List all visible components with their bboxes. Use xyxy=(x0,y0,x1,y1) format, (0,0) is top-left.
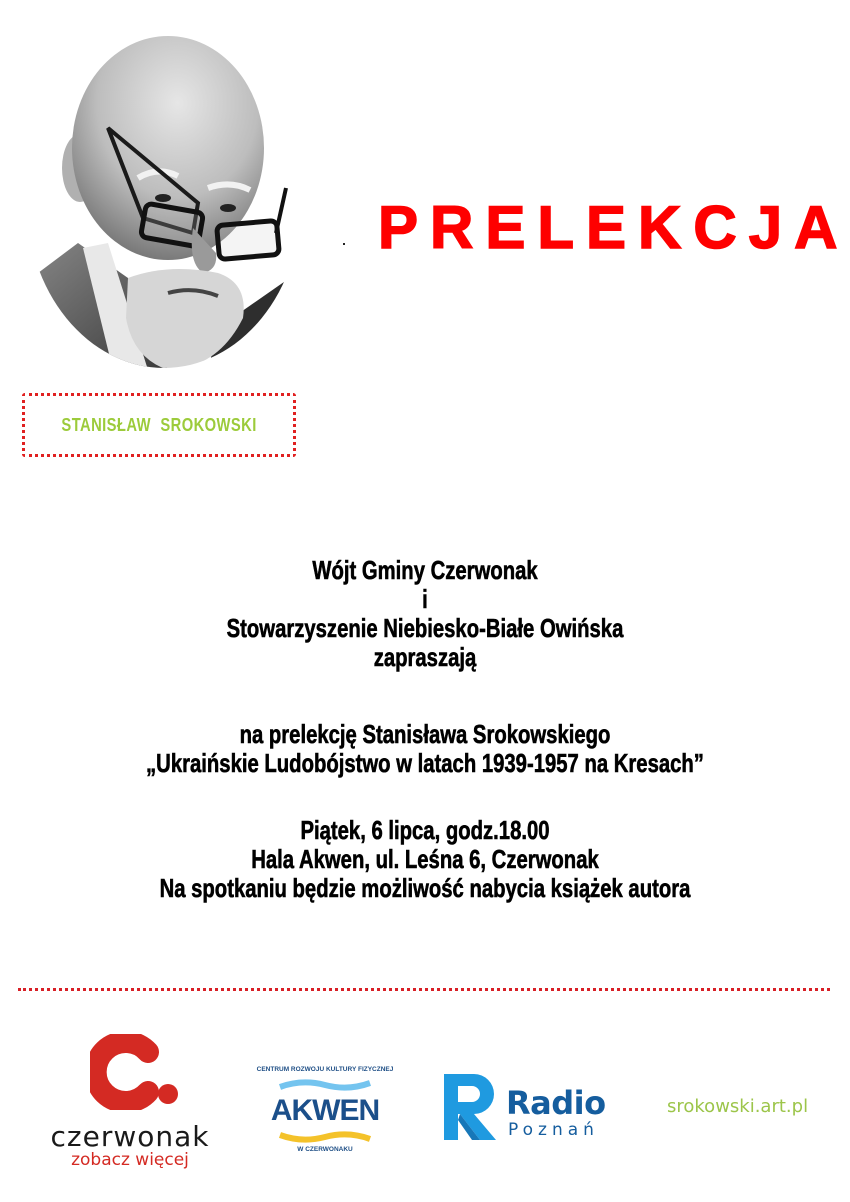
dotted-separator xyxy=(18,988,830,991)
akwen-bottom-text: W CZERWONAKU xyxy=(297,1146,353,1153)
radio-poznan-logo xyxy=(444,1074,614,1144)
invitation-lecture xyxy=(0,720,850,778)
event-date-time: Piątek, 6 lipca, godz.18.00 xyxy=(300,815,550,845)
czerwonak-wordmark: czerwonak xyxy=(50,1120,210,1153)
page-title: PRELEKCJA xyxy=(378,194,850,261)
website-link[interactable]: srokowski.art.pl xyxy=(667,1096,809,1117)
event-note: Na spotkaniu będzie możliwość nabycia książek autora xyxy=(159,873,691,903)
invite-verb: zapraszają xyxy=(373,642,477,672)
speaker-name: STANISŁAW SROKOWSKI xyxy=(61,414,257,435)
radio-wordmark: Radio xyxy=(506,1084,606,1122)
organizer-2: Stowarzyszenie Niebiesko-Białe Owińska xyxy=(226,613,624,643)
stray-dot xyxy=(343,243,345,245)
conjunction: i xyxy=(422,584,428,614)
event-venue: Hala Akwen, ul. Leśna 6, Czerwonak xyxy=(251,844,599,874)
wave-yellow-icon xyxy=(278,1130,372,1144)
czerwonak-logo xyxy=(40,1030,220,1170)
radio-city: Poznań xyxy=(508,1120,599,1140)
invitation-details xyxy=(0,816,850,903)
lecture-intro: na prelekcję Stanisława Srokowskiego xyxy=(239,719,611,749)
akwen-top-text: CENTRUM ROZWOJU KULTURY FIZYCZNEJ xyxy=(256,1066,394,1073)
wave-blue-icon xyxy=(278,1078,372,1092)
speaker-name-box xyxy=(22,393,296,457)
akwen-wordmark: AKWEN xyxy=(270,1094,380,1127)
radio-poznan-r-logo-icon xyxy=(444,1074,498,1140)
organizer-1: Wójt Gminy Czerwonak xyxy=(312,555,538,585)
czerwonak-c-logo-icon xyxy=(90,1034,180,1110)
czerwonak-tagline: zobacz więcej xyxy=(71,1150,189,1170)
akwen-logo xyxy=(248,1066,402,1162)
invitation-organizers xyxy=(0,556,850,672)
speaker-portrait-photo xyxy=(18,28,304,370)
lecture-title: „Ukraińskie Ludobójstwo w latach 1939-1957 na Kresach” xyxy=(146,748,704,778)
